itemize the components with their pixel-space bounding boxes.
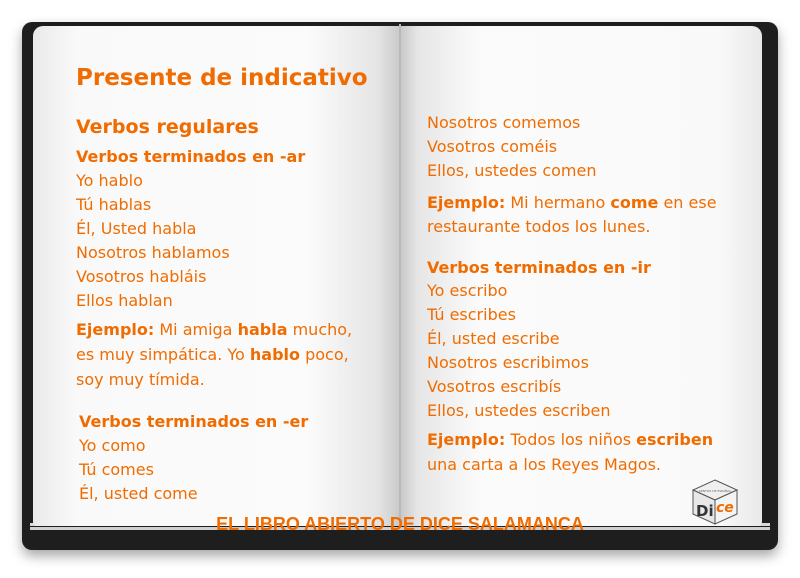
conjugation-line: Yo como <box>79 436 146 455</box>
ar-example-line-3: soy muy tímida. <box>76 370 205 389</box>
conjugation-line: Ellos hablan <box>76 291 173 310</box>
example-text: poco, <box>300 345 349 364</box>
example-text: es muy simpática. Yo <box>76 345 250 364</box>
er-example-line-1 <box>427 191 717 215</box>
conjugation-line: Él, Usted habla <box>76 219 197 238</box>
example-verb: habla <box>237 320 288 339</box>
conjugation-line: Él, usted escribe <box>427 329 560 348</box>
ar-example-line-2 <box>76 343 349 367</box>
ir-example-line-2: una carta a los Reyes Magos. <box>427 455 662 474</box>
conjugation-line: Tú hablas <box>76 195 152 214</box>
er-example-line-2: restaurante todos los lunes. <box>427 217 651 236</box>
example-label: Ejemplo: <box>427 193 506 212</box>
example-text: Mi hermano <box>505 193 611 212</box>
ar-example-line-1 <box>76 318 352 342</box>
logo-letters-di: Di <box>696 502 714 520</box>
example-text: en ese <box>658 193 717 212</box>
conjugation-line: Yo hablo <box>76 171 143 190</box>
ir-heading: Verbos terminados en -ir <box>427 258 651 277</box>
conjugation-line: Vosotros escribís <box>427 377 562 396</box>
er-heading: Verbos terminados en -er <box>79 412 309 431</box>
conjugation-line: Ellos, ustedes comen <box>427 161 597 180</box>
example-verb: escriben <box>636 430 714 449</box>
book-spine <box>399 24 401 528</box>
example-verb: hablo <box>249 345 301 364</box>
footer-title: EL LIBRO ABIERTO DE DICE SALAMANCA <box>216 514 584 534</box>
page-title: Presente de indicativo <box>76 65 368 91</box>
ar-heading: Verbos terminados en -ar <box>76 147 306 166</box>
example-text: mucho, <box>287 320 353 339</box>
conjugation-line: Nosotros escribimos <box>427 353 589 372</box>
ir-example-line-1 <box>427 428 713 452</box>
example-label: Ejemplo: <box>76 320 155 339</box>
conjugation-line: Yo escribo <box>427 281 508 300</box>
conjugation-line: Él, usted come <box>79 484 198 503</box>
conjugation-line: Nosotros comemos <box>427 113 581 132</box>
logo-letters-ce: ce <box>716 500 734 516</box>
dice-logo <box>690 478 740 526</box>
example-text: Todos los niños <box>505 430 637 449</box>
logo-small-text: CENTRO DE ESPAÑOL <box>698 489 732 493</box>
example-label: Ejemplo: <box>427 430 506 449</box>
example-text: Mi amiga <box>154 320 238 339</box>
conjugation-line: Nosotros hablamos <box>76 243 230 262</box>
conjugation-line: Tú escribes <box>427 305 516 324</box>
conjugation-line: Tú comes <box>79 460 154 479</box>
conjugation-line: Vosotros habláis <box>76 267 207 286</box>
conjugation-line: Ellos, ustedes escriben <box>427 401 611 420</box>
section-subtitle: Verbos regulares <box>76 116 259 138</box>
conjugation-line: Vosotros coméis <box>427 137 558 156</box>
example-verb: come <box>610 193 659 212</box>
